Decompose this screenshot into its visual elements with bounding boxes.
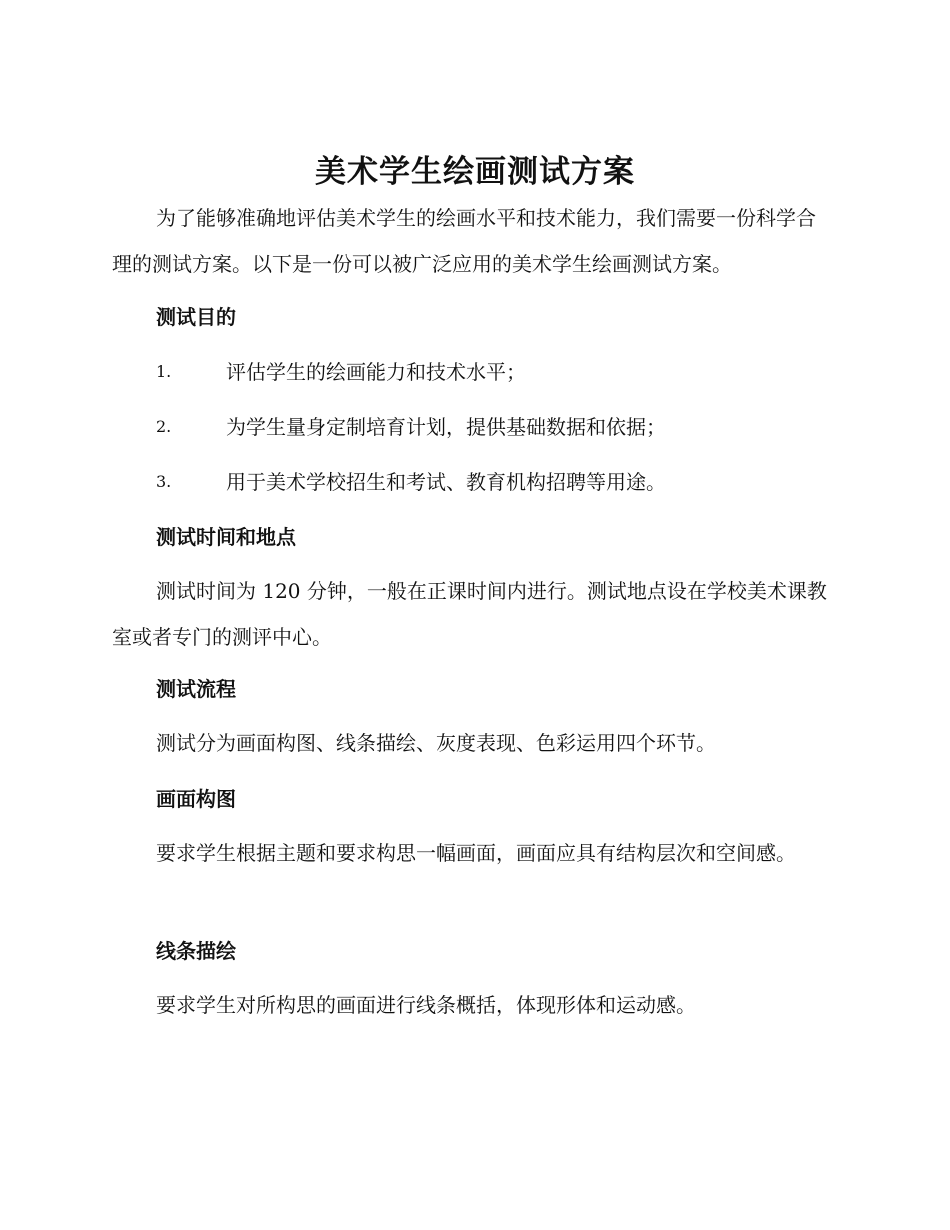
intro-paragraph: 为了能够准确地评估美术学生的绘画水平和技术能力，我们需要一份科学合理的测试方案。以下是一份可以被广泛应用的美术学生绘画测试方案。 bbox=[112, 206, 816, 276]
section-heading-line-drawing: 线条描绘 bbox=[156, 939, 236, 963]
list-item-number: 1. bbox=[156, 362, 172, 381]
list-item-text: 为学生量身定制培育计划，提供基础数据和依据； bbox=[226, 415, 666, 439]
section-body-line-drawing: 要求学生对所构思的画面进行线条概括，体现形体和运动感。 bbox=[156, 993, 696, 1017]
list-item-text: 用于美术学校招生和考试、教育机构招聘等用途。 bbox=[226, 470, 666, 494]
section-body-process: 测试分为画面构图、线条描绘、灰度表现、色彩运用四个环节。 bbox=[156, 731, 716, 755]
list-item-number: 2. bbox=[156, 417, 172, 436]
page-title: 美术学生绘画测试方案 bbox=[315, 154, 635, 190]
list-item-text: 评估学生的绘画能力和技术水平； bbox=[226, 360, 526, 384]
section-body-time-place: 测试时间为 120 分钟，一般在正课时间内进行。测试地点设在学校美术课教室或者专门的测评中心。 bbox=[112, 579, 827, 649]
section-heading-composition: 画面构图 bbox=[156, 787, 236, 811]
list-item-number: 3. bbox=[156, 472, 172, 491]
section-heading-time-place: 测试时间和地点 bbox=[156, 525, 296, 549]
section-body-composition: 要求学生根据主题和要求构思一幅画面，画面应具有结构层次和空间感。 bbox=[156, 841, 796, 865]
section-heading-purpose: 测试目的 bbox=[156, 305, 236, 329]
section-heading-process: 测试流程 bbox=[156, 677, 236, 701]
